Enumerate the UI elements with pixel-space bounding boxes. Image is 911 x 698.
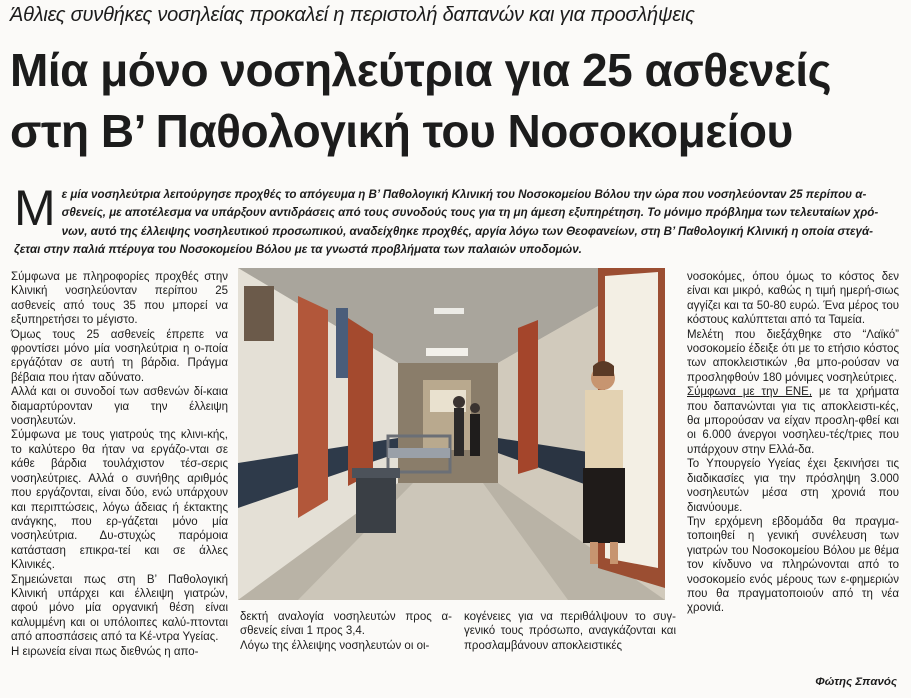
article-kicker: Άθλιες συνθήκες νοσηλείας προκαλεί η περιστολή δαπανών και για προσλήψεις bbox=[10, 4, 695, 26]
underlined-phrase: Σύμφωνα με την ΕΝΕ, bbox=[687, 386, 813, 399]
paragraph: Η ειρωνεία είναι πως διεθνώς η απο- bbox=[11, 645, 199, 658]
paragraph-continuation: με τα χρήματα που δαπανώνται για τις αποκλειστι-κές, θα μπορούσαν να είχαν προσλη-φθεί και οι 6.000 άνεργοι νοσηλευ-τές/τριες που υπάρχουν στην Ελλά-δα. bbox=[687, 386, 899, 456]
paragraph: Μελέτη που διεξάχθηκε στο “Λαϊκό” νοσοκομείο έδειξε ότι με το ετήσιο κόστος των αποκλειστικών ,θα μπο-ρούσαν να προσληφθούν 180 μόνιμες νοσηλεύτριες. bbox=[687, 328, 899, 384]
paragraph: Όμως τους 25 ασθενείς έπρεπε να φροντίσει μόνο μία νοσηλεύτρια η ο-ποία εργάζόταν σε αυτή τη βάρδια. Πράγμα βέβαια που ήταν αδύνατο. bbox=[11, 328, 228, 384]
body-column-1 bbox=[11, 270, 228, 659]
author-byline: Φώτης Σπανός bbox=[815, 676, 897, 688]
hospital-corridor-photo bbox=[238, 268, 665, 600]
article-headline bbox=[10, 40, 905, 162]
paragraph: Την ερχόμενη εβδομάδα θα πραγμα-τοποιηθεί η γενική συνέλευση των γιατρών του Νοσοκομείου Βόλου με θέμα τον κίνδυνο να πληρώνονται από το νοσοκομείο ενός μέρους των ε-φημεριών που θα πραγματοποιούν από τη νέα χρονιά. bbox=[687, 515, 899, 615]
lede-text: ε μία νοσηλεύτρια λειτούργησε προχθές το απόγευμα η Β’ Παθολογική Κλινική του Νοσοκομείου Βόλου την ώρα που νοσηλεύονταν 25 περίπου α-σθενείς, με αποτέλεσμα να υπάρξουν αντιδράσεις από τους συνοδούς τους για τη μη άμεση εξυπηρέτηση. Το μόνιμο πρόβλημα των τελευταίων χρό-νων, αυτό της έλλειψης νοσηλευτικού προσωπικού, αναδείχθηκε προχθές, αργία λόγω των Θεοφανείων, στη Β’ Παθολογική Κλινική η οποία στεγά-ζεται στην παλιά πτέρυγα του Νοσοκομείου Βόλου με τα γνωστά προβλήματα των παλαιών υποδομών. bbox=[14, 188, 879, 257]
article-lede bbox=[14, 180, 894, 260]
paragraph: Αλλά και οι συνοδοί των ασθενών δί-καια διαμαρτύρονταν για την έλλειψη νοσηλευτών. bbox=[11, 386, 228, 428]
paragraph: Σύμφωνα με τους γιατρούς της κλινι-κής, το καλύτερο θα ήταν να εργάζο-νται σε κάθε βάρδια τουλάχιστον τέσ-σερις νοσηλεύτριες. Αλλά ο συνήθης αριθμός που εργάζονται, είναι δύο, ενώ υπάρχουν και περιπτώσεις, λόγω άδειας ή έκτακτης ανάγκης, που ερ-γάζεται μόνο μία νοσηλεύτρια. Δυ-στυχώς παρόμοια κατάσταση επικρα-τεί και σε άλλες Κλινικές. bbox=[11, 429, 228, 572]
paragraph: δεκτή αναλογία νοσηλευτών προς α-σθενείς είναι 1 προς 3,4. bbox=[240, 611, 452, 638]
paragraph: Σημειώνεται πως στη Β’ Παθολογική Κλινική υπάρχει και έλλειψη γιατρών, αφού μόνο μία οργανική θέση είναι καλυμμένη και οι υπόλοιπες καλύ-πτονται από αποσπάσεις από τα Κέ-ντρα Υγείας. bbox=[11, 573, 228, 644]
headline-line-1: Μία μόνο νοσηλεύτρια για 25 ασθενείς bbox=[10, 44, 832, 96]
paragraph: Το Υπουργείο Υγείας έχει ξεκινήσει τις διαδικασίες για την πρόσληψη 3.000 νοσηλευτών μέσα στη χρονιά που διανύουμε. bbox=[687, 458, 899, 514]
paragraph: κογένειες για να περιθάλψουν το συγ-γενικό τους πρόσωπο, αναγκάζονται και προσλαμβάνουν αποκλειστικές bbox=[464, 611, 676, 652]
paragraph bbox=[687, 385, 899, 457]
paragraph: Λόγω της έλλειψης νοσηλευτών οι οι- bbox=[240, 639, 430, 652]
body-column-2 bbox=[240, 610, 452, 653]
paragraph: νοσοκόμες, όπου όμως το κόστος δεν είναι και μικρό, καθώς η τιμή ημερή-σιως αγγίζει και τα 50-80 ευρώ. Ένα μέρος του κόστους καλύπτεται από τα Ταμεία. bbox=[687, 271, 899, 327]
paragraph: Σύμφωνα με πληροφορίες προχθές στην Κλινική νοσηλεύονταν περίπου 25 ασθενείς από τους 35 που μπορεί να εξυπηρετήσει το μέγιστο. bbox=[11, 271, 228, 327]
body-column-3 bbox=[464, 610, 676, 653]
lede-dropcap: Μ bbox=[14, 180, 56, 236]
hospital-corridor-illustration bbox=[238, 268, 665, 600]
body-column-4 bbox=[687, 270, 899, 616]
headline-line-2: στη Β’ Παθολογική του Νοσοκομείου bbox=[10, 105, 793, 157]
